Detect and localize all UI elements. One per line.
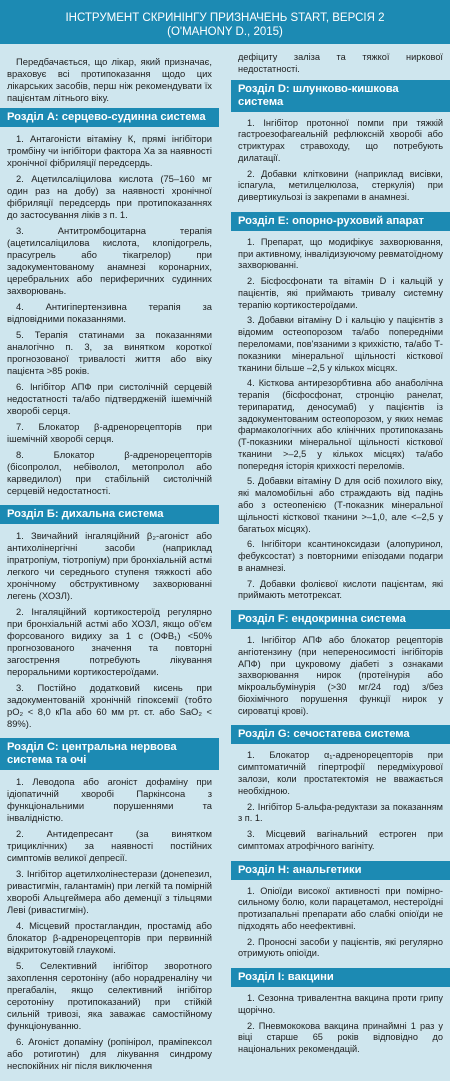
section-e-item: 2. Бісфосфонати та вітамін D і кальцій у пацієнтів, які приймають тривалу системну терапію кортикостероїдами. — [238, 276, 443, 310]
section-d-title: Розділ D: шлунково-кишкова система — [231, 80, 450, 112]
section-i-title: Розділ I: вакцини — [231, 968, 450, 987]
section-c-item: 3. Інгібітор ацетилхолінестерази (донепезил, ривастигмін, галантамін) при легкій та помірній хворобі Альцгеймера або деменції з тільцями Леві (ривастигмін). — [7, 868, 213, 915]
section-c-continuation: дефіциту заліза та тяжкої ниркової недостатності. — [238, 52, 443, 74]
section-e-item: 3. Добавки вітаміну D і кальцію у пацієнтів з відомим остеопорозом та/або попередніми переломами, пов'язаними з крихкістю, та/або Т-показники мінеральної щільності кісткової тканини більше –2,5 у кількох місцях. — [238, 315, 443, 373]
section-i-item: 1. Сезонна тривалентна вакцина проти грипу щорічно. — [238, 993, 443, 1015]
section-d-item: 2. Добавки клітковини (наприклад висівки, іспагула, метилцелюлоза, стеркулія) при дивертикульозі із закрепами в анамнезі. — [238, 168, 443, 203]
section-b-item: 2. Інгаляційний кортикостероїд регулярно при бронхіальній астмі або ХОЗЛ, якщо об'єм форсованого видиху за 1 с (ОФВ₁) <50% прогнозованого значення та повторні загострення потребують лікування пероральними кортикостероїдами. — [7, 606, 212, 677]
section-h-item: 2. Проносні засоби у пацієнтів, які регулярно отримують опіоїди. — [238, 936, 443, 959]
section-g-item: 1. Блокатор α₁-адренорецепторів при симптоматичній гіпертрофії передміхурової залози, коли простатектомія не вважається необхідною. — [238, 750, 443, 796]
section-c-item: 2. Антидепресант (за винятком трициклічних) за наявності постійних симптомів великої депресії. — [7, 828, 212, 863]
section-h-title: Розділ H: анальгетики — [231, 861, 450, 880]
section-f-item: 1. Інгібітор АПФ або блокатор рецепторів ангіотензину (при непереносимості інгібіторів АПФ) при цукровому діабеті з ознаками захворювання нирок (протеїнурія або мікроальбумінурія (>30 мг/24 год) з/без біохімічного порушення функції нирок у сироватці крові). — [238, 635, 443, 716]
section-i-item: 2. Пневмококова вакцина принаймні 1 раз у віці старше 65 років відповідно до національних рекомендацій. — [238, 1020, 443, 1055]
section-a-item: 6. Інгібітор АПФ при систолічній серцевій недостатності та/або підтвердженій ішемічній хворобі серця. — [7, 381, 212, 416]
section-a-item: 3. Антитромбоцитарна терапія (ацетилсаліцилова кислота, клопідогрель, прасугрель або тікагрелор) при задокументованому анамнезі коронарних, церебральних або периферичних судинних захворювань. — [7, 225, 212, 296]
section-c-item: 6. Агоніст допаміну (ропінірол, праміпексол або ротиготин) для лікування синдрому неспокійних ніг після виключення — [7, 1036, 212, 1071]
section-b-item: 1. Звичайний інгаляційний β₂-агоніст або антихолінергічні засоби (наприклад іпратропіум, тіотропіум) при бронхіальній астмі легкого чи середнього ступеня тяжкості або хронічному обструктивному захворюванні легень (ХОЗЛ). — [7, 530, 212, 601]
section-a-item: 4. Антигіпертензивна терапія за відповідними показаннями. — [7, 301, 212, 324]
section-d-item: 1. Інгібітор протонної помпи при тяжкій гастроезофагеальній рефлюксній хворобі або стриктурах стравоходу, що потребують дилатації. — [238, 117, 443, 163]
section-c-item: 4. Місцевий простагландин, простамід або блокатор β-адренорецепторів при первинній відкритокутовій глаукомі. — [7, 920, 212, 955]
section-f-title: Розділ F: ендокринна система — [231, 610, 450, 629]
section-h-item: 1. Опіоїди високої активності при помірно-сильному болю, коли парацетамол, нестероїдні протизапальні препарати або слабкі опіоїди не підходять або неефективні. — [238, 885, 443, 931]
section-b-title: Розділ Б: дихальна система — [0, 505, 219, 524]
section-a-item: 1. Антагоністи вітаміну К, прямі інгібітори тромбіну чи інгібітори фактора Ха за наявності хронічної фібриляції передсердь. — [7, 133, 212, 168]
section-a-item: 7. Блокатор β-адренорецепторів при ішемічній хворобі серця. — [7, 421, 212, 444]
section-e-title: Розділ E: опорно-руховий апарат — [231, 212, 450, 231]
header-title: ІНСТРУМЕНТ СКРИНІНГУ ПРИЗНАЧЕНЬ START, ВЕРСІЯ 2 — [65, 12, 385, 24]
section-a-item: 2. Ацетилсаліцилова кислота (75–160 мг один раз на добу) за наявності хронічної фібриляції передсердь при протипоказаннях до застосування ліків з п. 1. — [7, 173, 212, 220]
header-citation: (O'MAHONY D., 2015) — [167, 26, 283, 38]
intro-paragraph: Передбачається, що лікар, який призначає, враховує всі протипоказання щодо цих лікарських засобів, перш ніж рекомендувати їх пацієнтам літнього віку. — [7, 56, 212, 103]
section-g-item: 2. Інгібітор 5-альфа-редуктази за показанням з п. 1. — [238, 801, 443, 824]
section-a-title: Розділ А: серцево-судинна система — [0, 108, 219, 127]
section-c-item: 5. Селективний інгібітор зворотного захоплення серотоніну (або норадреналіну чи прегабалін, якщо селективний інгібітор серотоніну протипоказаний) при стійкій сильній тривозі, яка заважає самостійному функціонуванню. — [7, 960, 212, 1031]
document-header — [0, 0, 450, 44]
section-e-item: 7. Добавки фолієвої кислоти пацієнтам, які приймають метотрексат. — [238, 578, 443, 601]
left-column — [0, 56, 219, 1076]
section-g-item: 3. Місцевий вагінальний естроген при симптомах атрофічного вагініту. — [238, 829, 443, 851]
section-e-item: 4. Кісткова антирезорбтивна або анаболічна терапія (бісфосфонат, стронцію ранелат, терипаратид, деносумаб) у пацієнтів із задокументованим остеопорозом, у яких немає фармакологічних або клінічних протипоказань (Т-показники мінеральної щільності кісткової тканини >–2,5 у кількох місцях) та/або попередня історія крихкості переломів. — [238, 378, 443, 471]
section-e-item: 6. Інгібітори ксантиноксидази (алопуринол, фебуксостат) з повторними епізодами подагри в анамнезі. — [238, 539, 443, 573]
section-e-item: 1. Препарат, що модифікує захворювання, при активному, інвалідизуючому ревматоїдному захворюванні. — [238, 236, 443, 271]
section-g-title: Розділ G: сечостатева система — [231, 725, 450, 744]
section-a-item: 5. Терапія статинами за показаннями аналогічно п. 3, за винятком короткої прогнозованої тривалості життя або віку пацієнта >85 років. — [7, 329, 212, 376]
section-e-item: 5. Добавки вітаміну D для осіб похилого віку, які маломобільні або страждають від падінь або з остеопенією (Т-показник мінеральної щільності кісткової тканини >–1,0, але <–2,5 у багатьох місцях). — [238, 476, 443, 534]
right-column — [231, 52, 450, 1060]
section-c-title: Розділ C: центральна нервова система та очі — [0, 738, 219, 770]
section-a-item: 8. Блокатор β-адренорецепторів (бісопролол, небіволол, метопролол або карведилол) при стабільній систолічній серцевій недостатності. — [7, 449, 212, 496]
section-b-item: 3. Постійно додатковий кисень при задокументованій хронічній гіпоксемії (тобто pO₂ < 8,0 кПа або 60 мм рт. ст. або SaO₂ < 89%). — [7, 682, 212, 729]
section-c-item: 1. Леводопа або агоніст дофаміну при ідіопатичній хворобі Паркінсона з функціональними порушеннями та інвалідністю. — [7, 776, 212, 823]
